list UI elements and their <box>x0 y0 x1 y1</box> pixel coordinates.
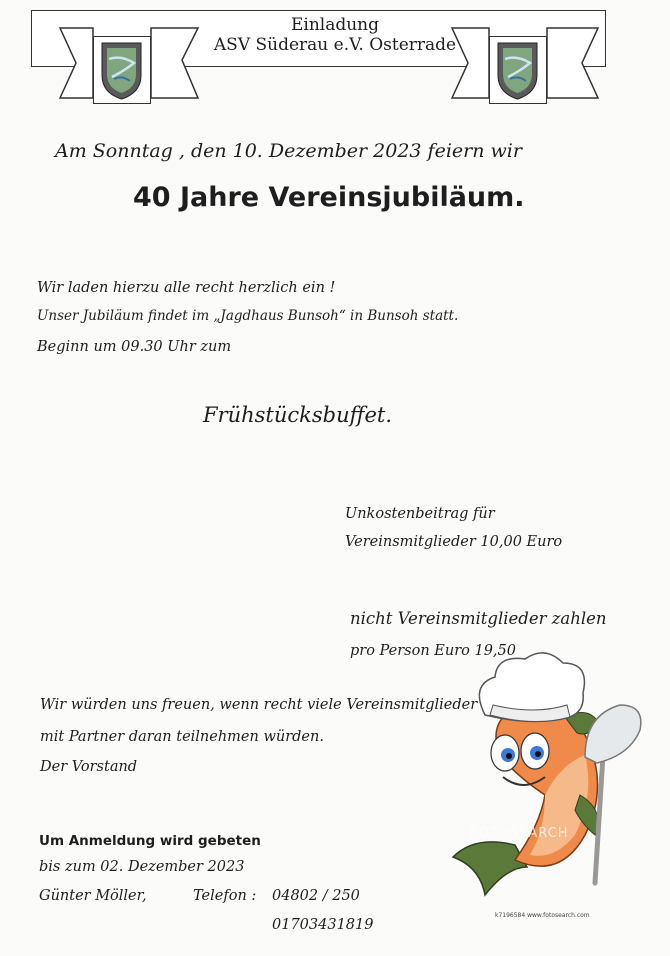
intro-text: Am Sonntag , den 10. Dezember 2023 feiern wir <box>55 140 522 162</box>
image-watermark: FOTOSEARCH <box>470 826 569 841</box>
event-name: Frühstücksbuffet. <box>203 403 393 427</box>
contact-name: Günter Möller, <box>39 888 147 904</box>
image-credit: k7196584 www.fotosearch.com <box>495 912 590 919</box>
club-emblem-icon <box>93 36 151 104</box>
invitation-line: Beginn um 09.30 Uhr zum <box>37 339 232 355</box>
registration-title: Um Anmeldung wird gebeten <box>39 833 261 849</box>
club-emblem-icon <box>489 36 547 104</box>
invitation-line: Wir laden hierzu alle recht herzlich ein ! <box>37 280 336 296</box>
phone-number: 04802 / 250 <box>272 888 360 904</box>
registration-deadline: bis zum 02. Dezember 2023 <box>39 859 245 875</box>
phone-label: Telefon : <box>193 888 257 904</box>
banner-title: Einladung <box>290 15 380 35</box>
headline: 40 Jahre Vereinsjubiläum. <box>133 182 525 213</box>
closing-line: Wir würden uns freuen, wenn recht viele Vereinsmitglieder <box>40 697 478 713</box>
fee-line: Unkostenbeitrag für <box>345 506 495 522</box>
nonmember-fee-line: pro Person Euro 19,50 <box>350 643 516 659</box>
nonmember-fee-line: nicht Vereinsmitglieder zahlen <box>350 609 607 628</box>
phone-number: 01703431819 <box>272 917 374 933</box>
invitation-line: Unser Jubiläum findet im „Jagdhaus Bunsoh“ in Bunsoh statt. <box>37 308 459 324</box>
banner-club-name: ASV Süderau e.V. Osterrade <box>213 35 457 55</box>
signature-line: Der Vorstand <box>40 759 138 775</box>
closing-line: mit Partner daran teilnehmen würden. <box>40 729 324 745</box>
chef-fish-icon <box>445 645 645 905</box>
fee-line: Vereinsmitglieder 10,00 Euro <box>345 534 563 550</box>
